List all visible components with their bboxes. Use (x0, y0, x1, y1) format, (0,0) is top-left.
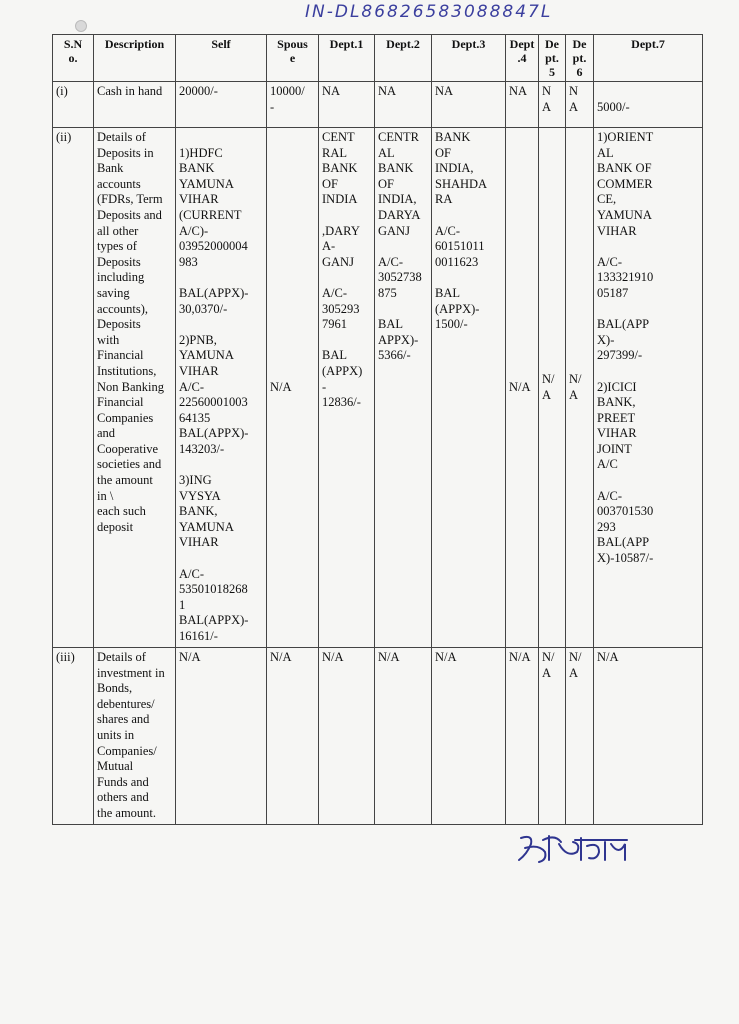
cell-spouse: 10000/ - (267, 82, 319, 128)
header-spouse: Spous e (267, 35, 319, 82)
cell-dept7: N/A (594, 648, 703, 825)
cell-self: 20000/- (176, 82, 267, 128)
cell-dept5: N/ A (539, 648, 566, 825)
cell-spouse: N/A (267, 648, 319, 825)
header-description: Description (94, 35, 176, 82)
header-row (53, 35, 703, 82)
cell-dept1: NA (319, 82, 375, 128)
cell-dept6: N A (566, 82, 594, 128)
header-self: Self (176, 35, 267, 82)
cell-dept2: NA (375, 82, 432, 128)
cell-sno: (ii) (53, 128, 94, 648)
cell-description: Cash in hand (94, 82, 176, 128)
cell-dept5: N A (539, 82, 566, 128)
cell-dept1: CENT RAL BANK OF INDIA ,DARY A- GANJ A/C- 305293 7961 BAL (APPX) - 12836/- (319, 128, 375, 648)
asset-declaration-table (52, 34, 703, 825)
cell-self: 1)HDFC BANK YAMUNA VIHAR (CURRENT A/C)- 03952000004 983 BAL(APPX)- 30,0370/- 2)PNB, YAMUNA VIHAR A/C- 22560001003 64135 BAL(APPX)- 143203/- 3)ING VYSYA BANK, YAMUNA VIHAR A/C- 53501018268 1 BAL(APPX)- 16161/- (176, 128, 267, 648)
header-dept4: Dept .4 (506, 35, 539, 82)
table-row (53, 128, 703, 648)
table-row (53, 648, 703, 825)
cell-dept1: N/A (319, 648, 375, 825)
punch-hole (75, 20, 87, 32)
cell-dept4: N/A (506, 128, 539, 648)
cell-dept4: N/A (506, 648, 539, 825)
cell-dept6: N/ A (566, 648, 594, 825)
header-dept5: De pt. 5 (539, 35, 566, 82)
cell-dept2: N/A (375, 648, 432, 825)
cell-spouse: N/A (267, 128, 319, 648)
cell-dept5: N/ A (539, 128, 566, 648)
cell-dept4: NA (506, 82, 539, 128)
header-dept2: Dept.2 (375, 35, 432, 82)
header-dept1: Dept.1 (319, 35, 375, 82)
header-sno: S.N o. (53, 35, 94, 82)
cell-description: Details of investment in Bonds, debentures/ shares and units in Companies/ Mutual Funds and others and the amount. (94, 648, 176, 825)
table-row (53, 82, 703, 128)
cell-description: Details of Deposits in Bank accounts (FDRs, Term Deposits and all other types of Deposits including saving accounts), Deposits with Financial Institutions, Non Banking Financial Companies and Cooperative societies and the amount in \ each such deposit (94, 128, 176, 648)
handwritten-signature (515, 830, 635, 870)
handwritten-reference-number: IN-DL86826583088847L (305, 2, 553, 22)
cell-dept3: N/A (432, 648, 506, 825)
cell-self: N/A (176, 648, 267, 825)
cell-dept6: N/ A (566, 128, 594, 648)
cell-dept3: BANK OF INDIA, SHAHDA RA A/C- 60151011 0011623 BAL (APPX)- 1500/- (432, 128, 506, 648)
header-dept7: Dept.7 (594, 35, 703, 82)
cell-sno: (i) (53, 82, 94, 128)
cell-dept7: 1)ORIENT AL BANK OF COMMER CE, YAMUNA VIHAR A/C- 133321910 05187 BAL(APP X)- 297399/- 2)ICICI BANK, PREET VIHAR JOINT A/C A/C- 003701530 293 BAL(APP X)-10587/- (594, 128, 703, 648)
cell-dept2: CENTR AL BANK OF INDIA, DARYA GANJ A/C- 3052738 875 BAL APPX)- 5366/- (375, 128, 432, 648)
cell-dept3: NA (432, 82, 506, 128)
cell-sno: (iii) (53, 648, 94, 825)
header-dept3: Dept.3 (432, 35, 506, 82)
header-dept6: De pt. 6 (566, 35, 594, 82)
cell-dept7: 5000/- (594, 82, 703, 128)
